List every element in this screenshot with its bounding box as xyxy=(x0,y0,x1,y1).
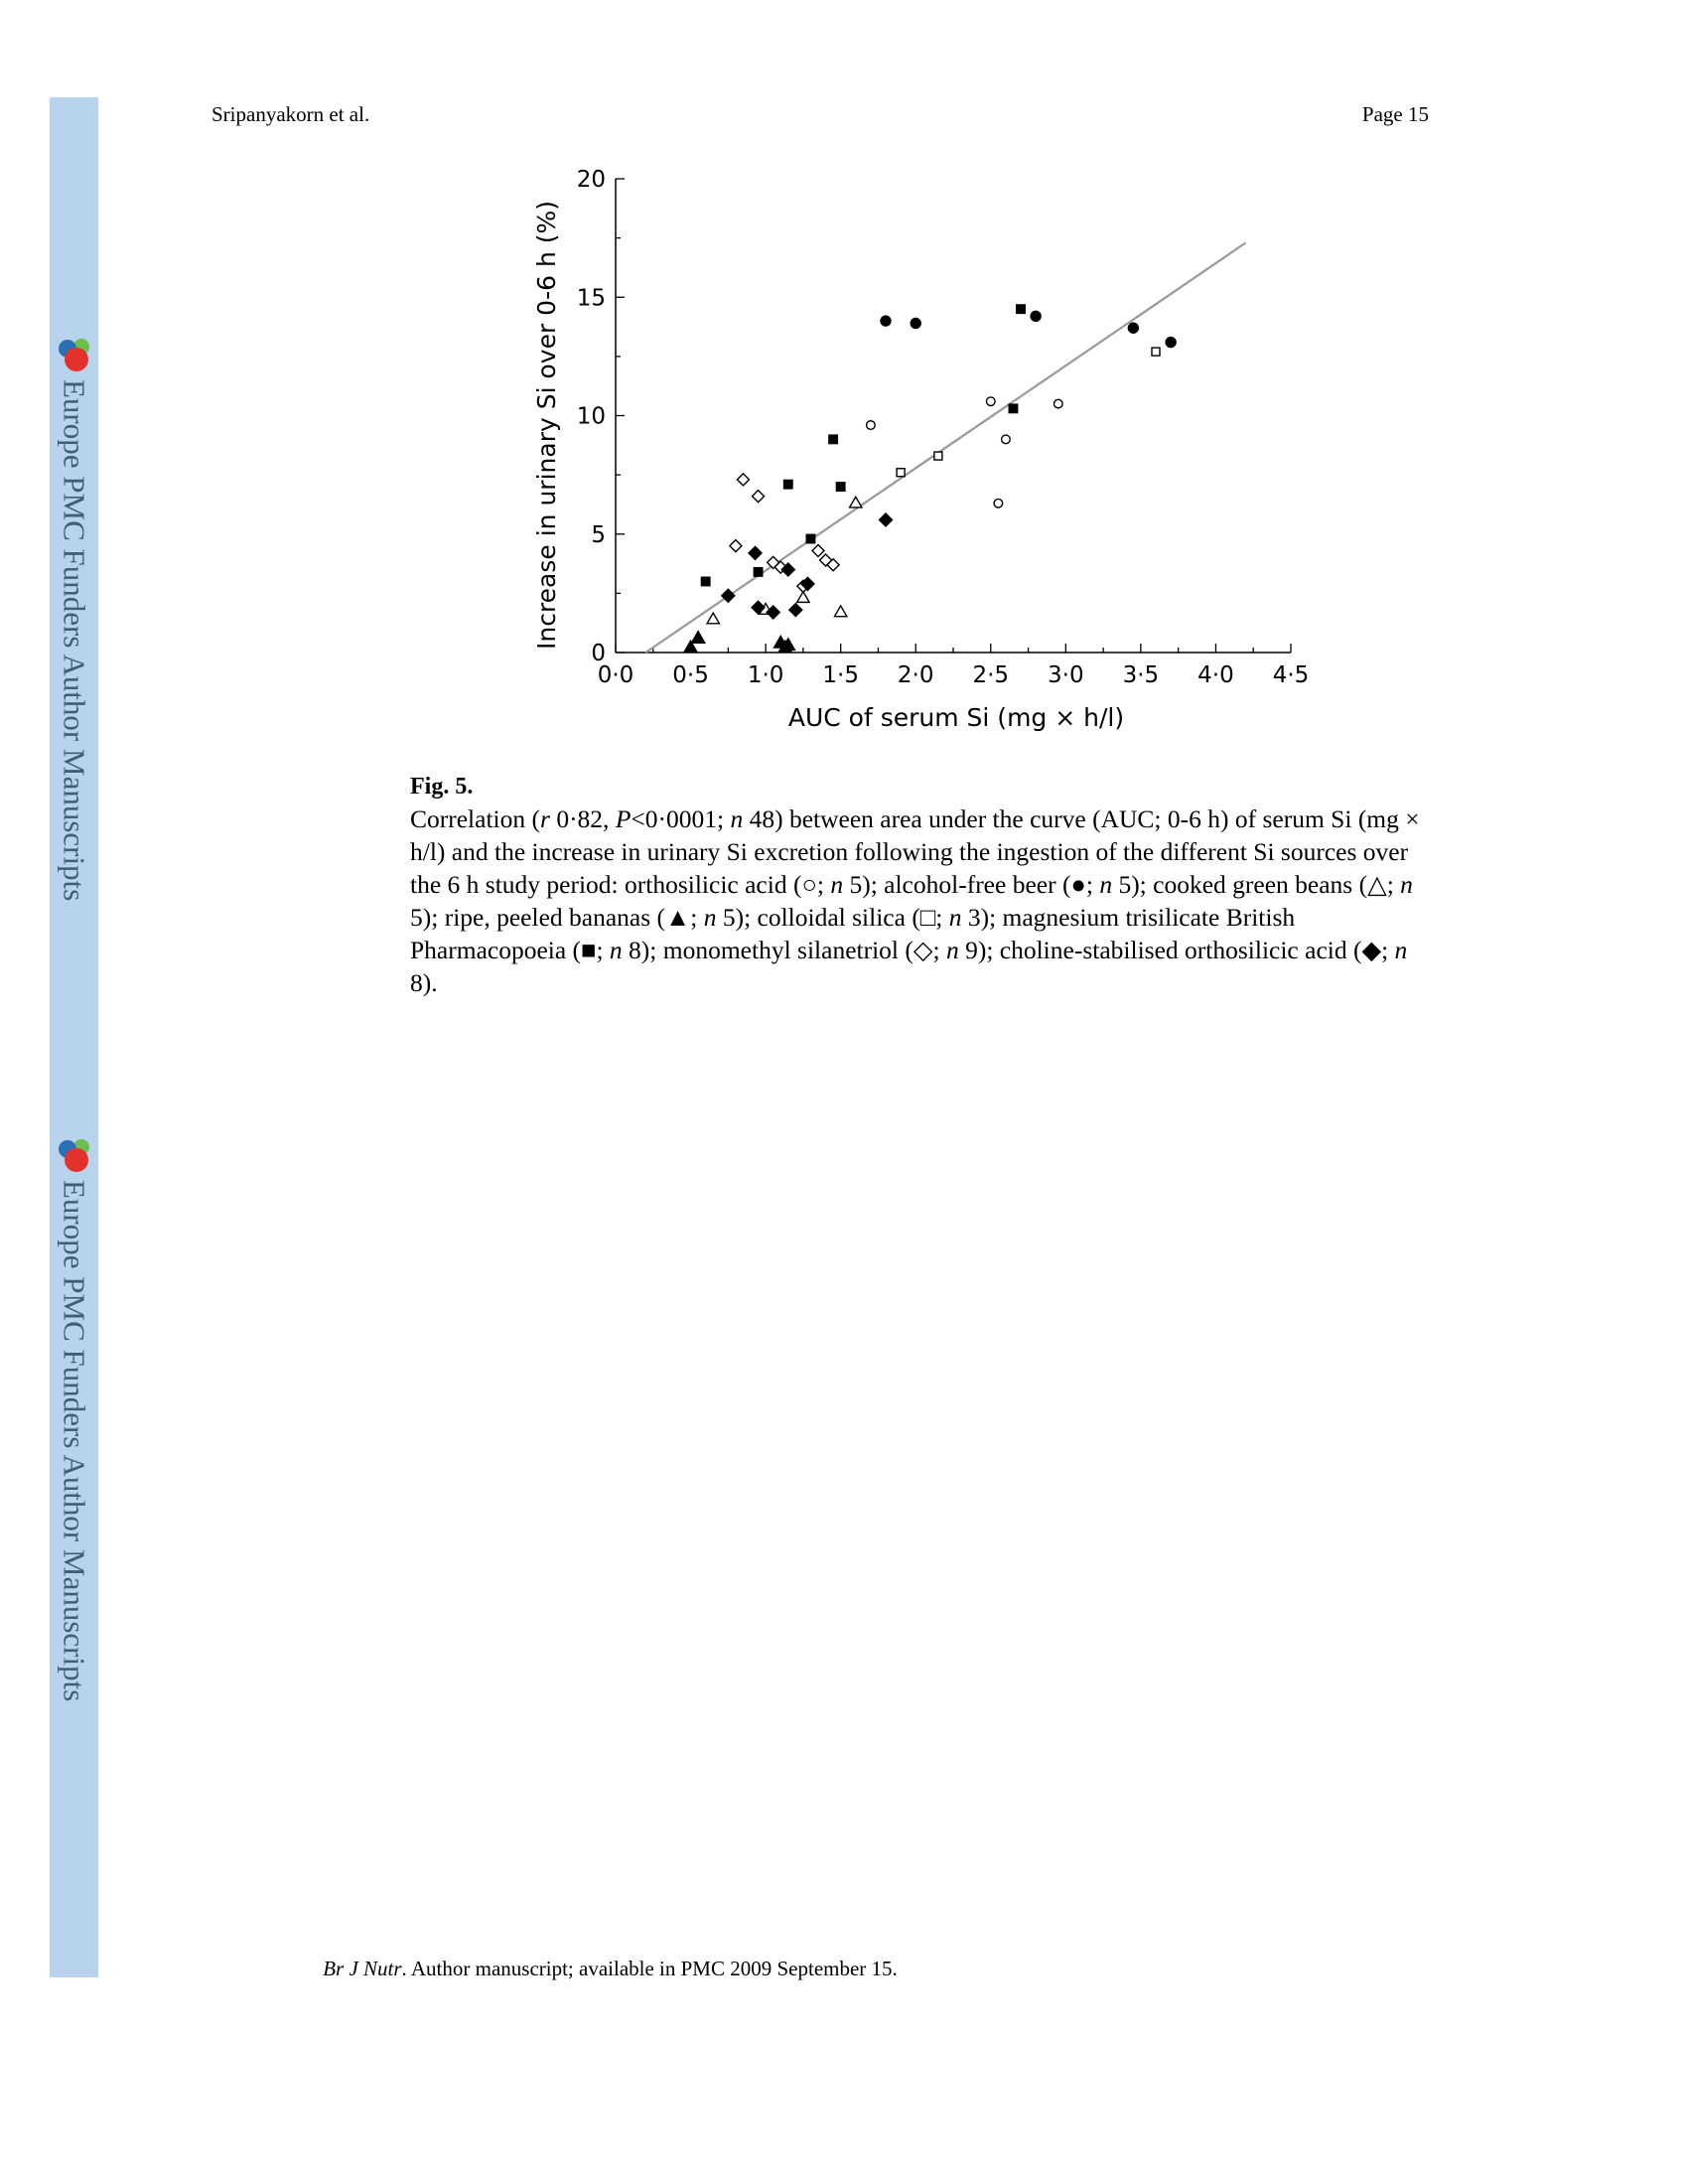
caption-text: 8); monomethyl silanetriol (◇; xyxy=(622,936,946,964)
sidebar-block-bottom xyxy=(50,1136,98,1701)
filled-circle-point xyxy=(1128,323,1138,333)
europe-pmc-logo-icon xyxy=(55,1136,94,1176)
caption-italic: n xyxy=(1400,870,1413,899)
open-triangle-point xyxy=(850,497,862,508)
open-diamond-point xyxy=(730,540,742,552)
caption-italic: n xyxy=(609,936,623,964)
filled-square-point xyxy=(806,534,815,543)
filled-square-point xyxy=(1009,404,1018,413)
y-tick-label: 15 xyxy=(576,285,606,312)
figure-caption xyxy=(410,802,1433,999)
y-tick-label: 20 xyxy=(576,167,606,193)
caption-text: 5); ripe, peeled bananas (▲; xyxy=(410,903,704,932)
sidebar-label: Europe PMC Funders Author Manuscripts xyxy=(57,379,92,902)
caption-italic: n xyxy=(730,804,744,833)
chart-axes xyxy=(577,167,1310,688)
open-circle-point xyxy=(1054,399,1062,408)
y-axis-label: Increase in urinary Si over 0-6 h (%) xyxy=(532,200,561,651)
x-tick-label: 2·0 xyxy=(897,662,934,688)
x-tick-label: 0·0 xyxy=(597,662,634,688)
caption-italic: n xyxy=(1099,870,1113,899)
y-tick-label: 5 xyxy=(591,521,606,548)
caption-italic: n xyxy=(945,936,959,964)
x-tick-label: 3·5 xyxy=(1122,662,1160,688)
filled-diamond-point xyxy=(789,604,802,617)
caption-text: 5); colloidal silica (□; xyxy=(716,903,949,932)
caption-text: 5); alcohol-free beer (●; xyxy=(843,870,1100,899)
open-triangle-point xyxy=(707,613,719,624)
caption-text: 9); choline-stabilised orthosilicic acid (◆; xyxy=(958,936,1395,964)
caption-italic: n xyxy=(1394,936,1408,964)
y-tick-label: 0 xyxy=(591,641,606,666)
filled-square-point xyxy=(784,480,793,489)
open-diamond-point xyxy=(753,491,765,503)
filled-square-point xyxy=(754,568,763,577)
caption-text: 8). xyxy=(410,968,438,997)
open-circle-point xyxy=(1002,435,1011,444)
caption-italic: n xyxy=(830,870,844,899)
open-square-point xyxy=(897,469,905,477)
caption-text: 48) between area under the curve (AUC; 0-6 h) of serum Si (mg × h/l) and the increase in urinary Si excretion following the ingestion of the different Si sources over the 6 h study period: orthosilicic acid (○; xyxy=(410,804,1420,899)
x-tick-label: 0·5 xyxy=(672,662,709,688)
filled-circle-point xyxy=(911,318,920,328)
filled-circle-point xyxy=(1166,338,1176,348)
open-triangle-point xyxy=(797,592,809,603)
y-tick-label: 10 xyxy=(576,403,606,430)
open-circle-point xyxy=(986,397,995,406)
caption-text: 3); magnesium trisilicate British Pharmacopoeia (■; xyxy=(410,903,1296,964)
running-header-author: Sripanyakorn et al. xyxy=(211,102,370,126)
x-tick-label: 4·0 xyxy=(1197,662,1234,688)
caption-text: 5); cooked green beans (△; xyxy=(1112,870,1401,899)
scatter-chart xyxy=(0,0,1687,755)
x-tick-label: 1·0 xyxy=(747,662,784,688)
filled-square-point xyxy=(836,483,845,492)
filled-triangle-point xyxy=(691,632,704,644)
caption-text: <0·0001; xyxy=(631,804,731,833)
sidebar-label: Europe PMC Funders Author Manuscripts xyxy=(57,1180,92,1702)
open-circle-point xyxy=(994,499,1003,508)
open-triangle-point xyxy=(834,606,846,617)
x-axis-label: AUC of serum Si (mg × h/l) xyxy=(787,703,1125,732)
filled-circle-point xyxy=(1031,311,1041,321)
open-square-point xyxy=(934,452,942,460)
open-diamond-point xyxy=(812,544,824,556)
open-circle-point xyxy=(867,421,876,430)
caption-italic: P xyxy=(615,804,632,833)
open-diamond-point xyxy=(737,474,749,486)
regression-line-group xyxy=(645,242,1245,653)
regression-line xyxy=(645,242,1245,653)
filled-circle-point xyxy=(881,316,891,326)
x-tick-label: 4·5 xyxy=(1272,662,1310,688)
figure-5 xyxy=(0,0,1687,755)
open-square-point xyxy=(1152,348,1160,356)
filled-diamond-point xyxy=(880,513,893,526)
data-points xyxy=(684,305,1176,653)
x-tick-label: 1·5 xyxy=(822,662,859,688)
caption-italic: r xyxy=(540,804,550,833)
filled-diamond-point xyxy=(749,546,762,559)
caption-text: 0·82, xyxy=(549,804,616,833)
footer-text: . Author manuscript; available in PMC 2009 September 15. xyxy=(401,1957,898,1980)
footer-journal: Br J Nutr xyxy=(323,1957,402,1980)
filled-square-point xyxy=(1017,305,1026,314)
filled-square-point xyxy=(829,435,838,444)
page-number: Page 15 xyxy=(1361,102,1429,126)
footer xyxy=(0,1957,1687,1981)
caption-italic: n xyxy=(948,903,962,932)
x-tick-label: 3·0 xyxy=(1048,662,1084,688)
caption-text: Correlation ( xyxy=(410,804,540,833)
filled-square-point xyxy=(701,577,710,586)
figure-label: Fig. 5. xyxy=(410,774,474,800)
caption-italic: n xyxy=(703,903,717,932)
x-tick-label: 2·5 xyxy=(972,662,1010,688)
